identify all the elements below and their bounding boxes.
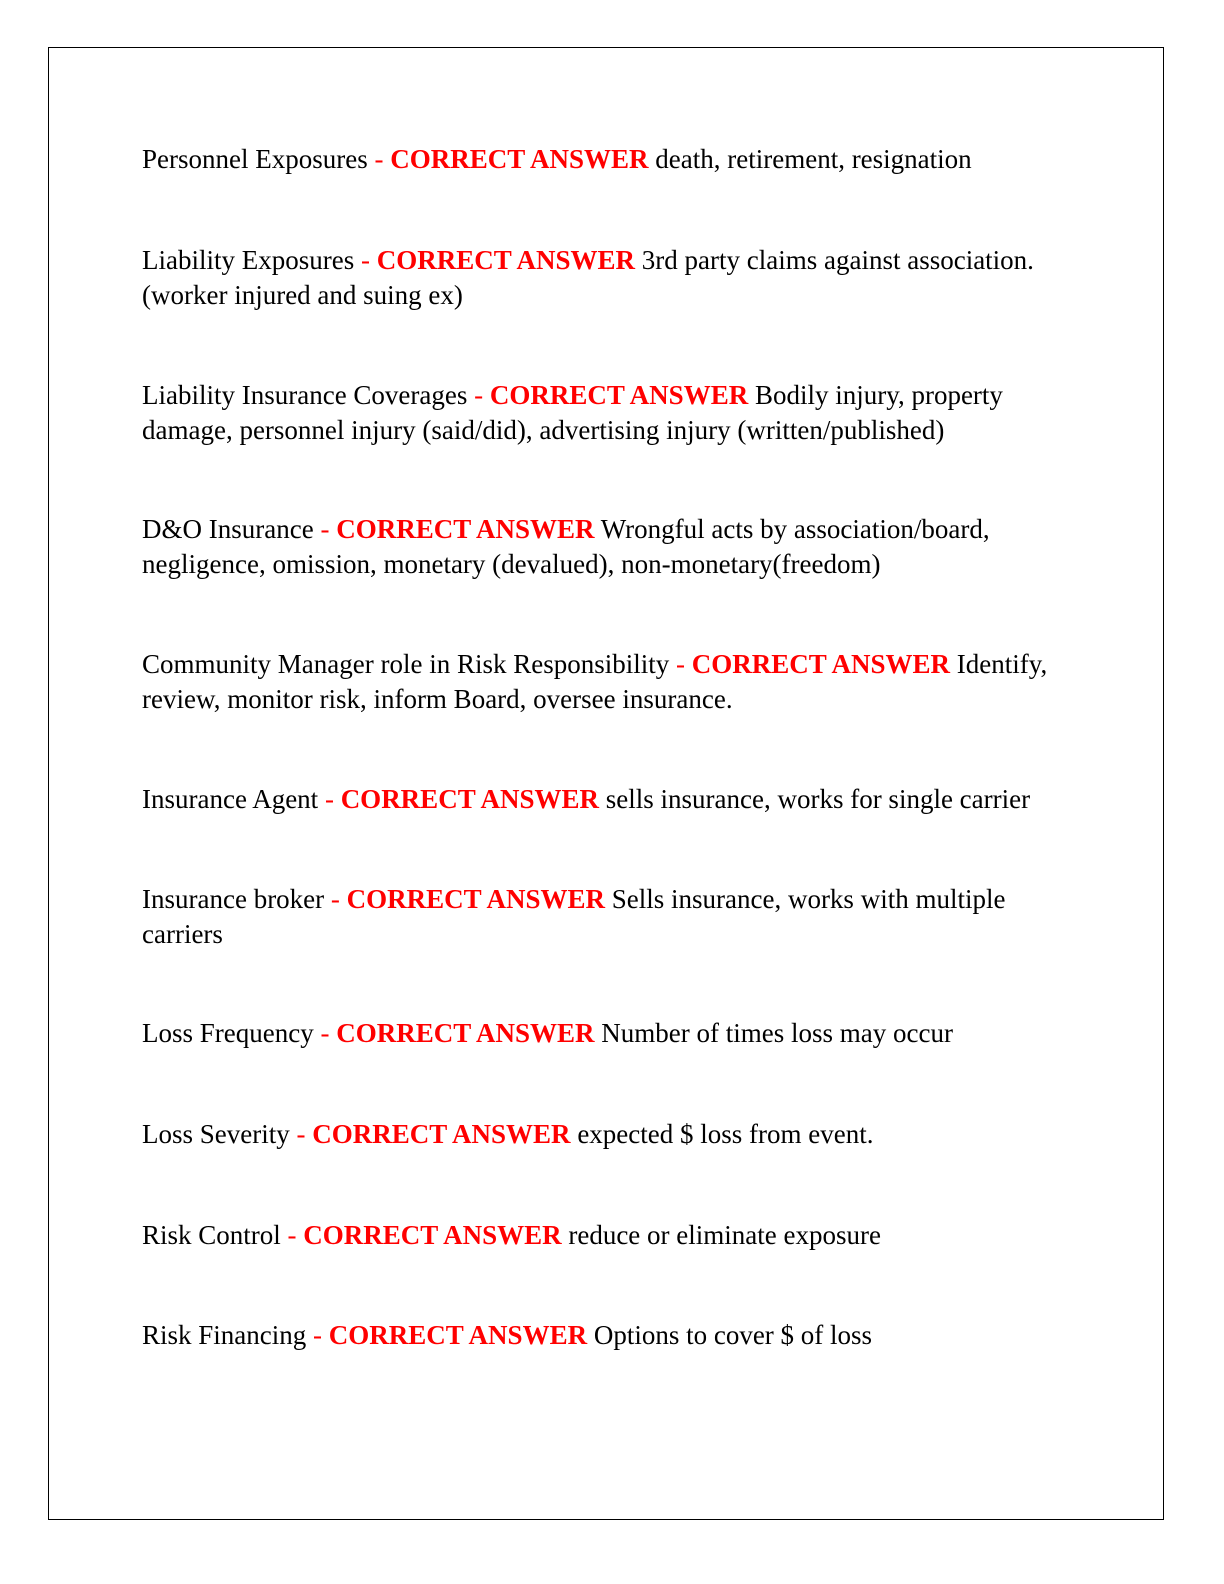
qa-separator: - <box>474 380 484 410</box>
qa-separator: - <box>675 649 685 679</box>
qa-term: Insurance Agent <box>142 784 319 814</box>
qa-item-personnel-exposures <box>142 142 1082 177</box>
qa-term: Community Manager role in Risk Responsibility <box>142 649 670 679</box>
qa-separator: - <box>296 1119 306 1149</box>
qa-separator: - <box>330 884 340 914</box>
qa-separator: - <box>313 1320 323 1350</box>
qa-term: Liability Insurance Coverages <box>142 380 468 410</box>
qa-answer: Sells insurance, works with multiple carriers <box>142 884 1006 949</box>
correct-answer-tag: CORRECT ANSWER <box>336 514 595 544</box>
qa-item-insurance-agent <box>142 782 1082 817</box>
correct-answer-tag: CORRECT ANSWER <box>489 380 749 410</box>
qa-answer: reduce or eliminate exposure <box>568 1220 881 1250</box>
qa-answer: sells insurance, works for single carrier <box>605 784 1031 814</box>
correct-answer-tag: CORRECT ANSWER <box>390 144 649 174</box>
correct-answer-tag: CORRECT ANSWER <box>336 1018 595 1048</box>
qa-item-risk-control <box>142 1218 1082 1253</box>
qa-term: Risk Control <box>142 1220 281 1250</box>
qa-term: D&O Insurance <box>142 514 314 544</box>
qa-item-loss-severity <box>142 1117 1082 1152</box>
qa-answer: Wrongful acts by association/board, negligence, omission, monetary (devalued), non-monetary(freedom) <box>142 514 990 579</box>
qa-answer: Bodily injury, property damage, personnel injury (said/did), advertising injury (written/published) <box>142 380 1003 445</box>
qa-item-liability-exposures <box>142 243 1082 313</box>
qa-term: Personnel Exposures <box>142 144 368 174</box>
correct-answer-tag: CORRECT ANSWER <box>376 245 636 275</box>
qa-term: Risk Financing <box>142 1320 307 1350</box>
correct-answer-tag: CORRECT ANSWER <box>328 1320 588 1350</box>
qa-separator: - <box>324 784 334 814</box>
qa-separator: - <box>374 144 384 174</box>
correct-answer-tag: CORRECT ANSWER <box>346 884 605 914</box>
qa-term: Insurance broker <box>142 884 325 914</box>
qa-answer: death, retirement, resignation <box>655 144 972 174</box>
correct-answer-tag: CORRECT ANSWER <box>303 1220 562 1250</box>
qa-item-liability-insurance-coverages <box>142 378 1082 448</box>
qa-answer: Identify, review, monitor risk, inform Board, oversee insurance. <box>142 649 1048 714</box>
qa-term: Loss Severity <box>142 1119 290 1149</box>
qa-separator: - <box>320 1018 330 1048</box>
qa-item-community-manager-role <box>142 647 1082 717</box>
qa-separator: - <box>287 1220 297 1250</box>
qa-item-do-insurance <box>142 512 1082 582</box>
qa-term: Liability Exposures <box>142 245 355 275</box>
correct-answer-tag: CORRECT ANSWER <box>691 649 951 679</box>
qa-item-loss-frequency <box>142 1016 1082 1051</box>
correct-answer-tag: CORRECT ANSWER <box>340 784 599 814</box>
qa-item-insurance-broker <box>142 882 1082 952</box>
qa-separator: - <box>360 245 370 275</box>
qa-answer: Options to cover $ of loss <box>593 1320 873 1350</box>
qa-term: Loss Frequency <box>142 1018 314 1048</box>
correct-answer-tag: CORRECT ANSWER <box>312 1119 571 1149</box>
qa-answer: expected $ loss from event. <box>577 1119 874 1149</box>
qa-item-risk-financing <box>142 1318 1082 1353</box>
qa-answer: Number of times loss may occur <box>601 1018 953 1048</box>
qa-separator: - <box>320 514 330 544</box>
qa-answer: 3rd party claims against association. (worker injured and suing ex) <box>142 245 1034 310</box>
